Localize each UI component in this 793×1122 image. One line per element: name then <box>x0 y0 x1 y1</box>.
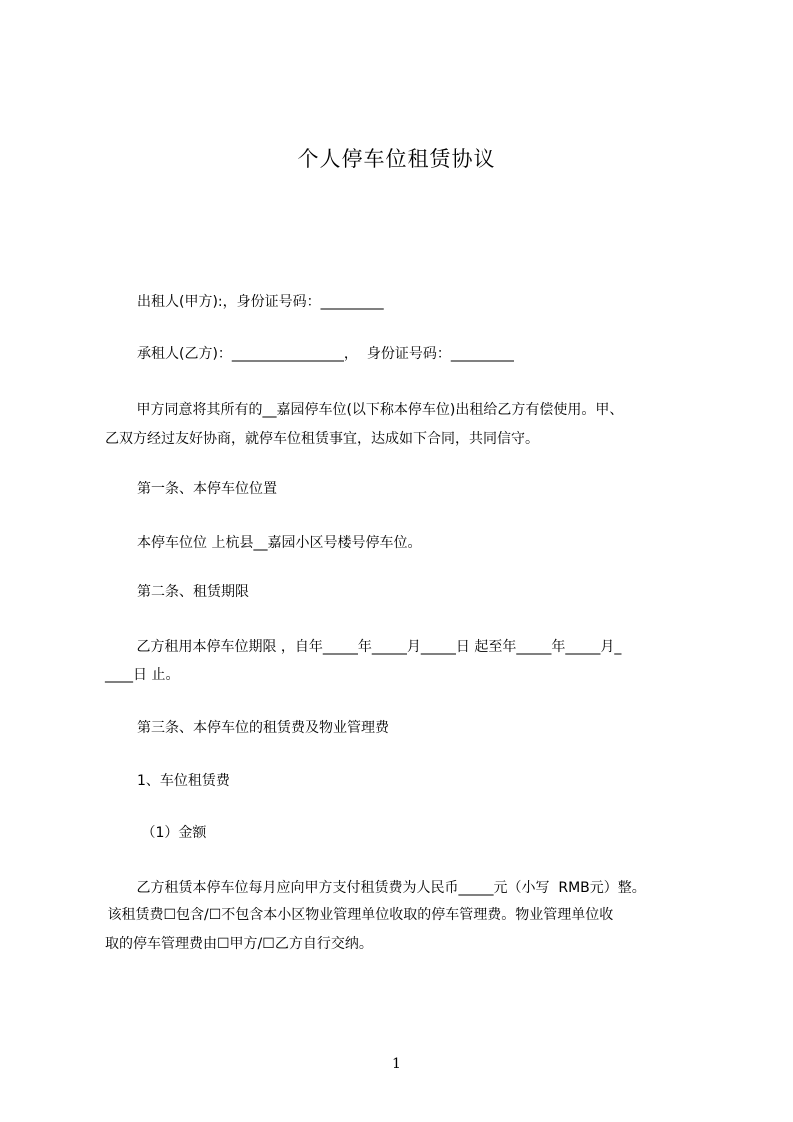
page-number: 1 <box>392 1056 401 1072</box>
intro-paragraph-line-2: 乙双方经过友好协商，就停车位租赁事宜，达成如下合同，共同信守。 <box>105 431 539 447</box>
article-1-text: 本停车位位 上杭县__嘉园小区号楼号停车位。 <box>137 535 422 551</box>
article-3-heading: 第三条、本停车位的租赁费及物业管理费 <box>137 720 389 736</box>
item-1-sub-heading: （1）金额 <box>137 825 207 841</box>
lessee-line: 承租人(乙方)：________________， 身份证号码：_________ <box>137 346 514 362</box>
article-2-heading: 第二条、租赁期限 <box>137 584 249 600</box>
document-title: 个人停车位租赁协议 <box>297 147 496 171</box>
article-2-line-2: ____日 止。 <box>105 667 180 683</box>
lessor-line: 出租人(甲方):，身份证号码：_________ <box>137 294 384 310</box>
intro-paragraph-line-1: 甲方同意将其所有的__嘉园停车位(以下称本停车位)出租给乙方有偿使用。甲、 <box>132 402 624 418</box>
item-1-heading: 1、车位租赁费 <box>137 773 230 789</box>
fee-paragraph-line-3: 取的停车管理费由☐甲方/☐乙方自行交纳。 <box>105 936 373 952</box>
fee-paragraph-line-1: 乙方租赁本停车位每月应向甲方支付租赁费为人民币_____元（小写 RMB元）整。 <box>132 880 646 896</box>
article-2-line-1: 乙方租用本停车位期限 ，自年_____年_____月_____日 起至年_____年_____月_ <box>132 639 622 655</box>
article-1-heading: 第一条、本停车位位置 <box>137 481 277 497</box>
fee-paragraph-line-2: 该租赁费☐包含/☐不包含本小区物业管理单位收取的停车管理费。物业管理单位收 <box>103 907 614 923</box>
